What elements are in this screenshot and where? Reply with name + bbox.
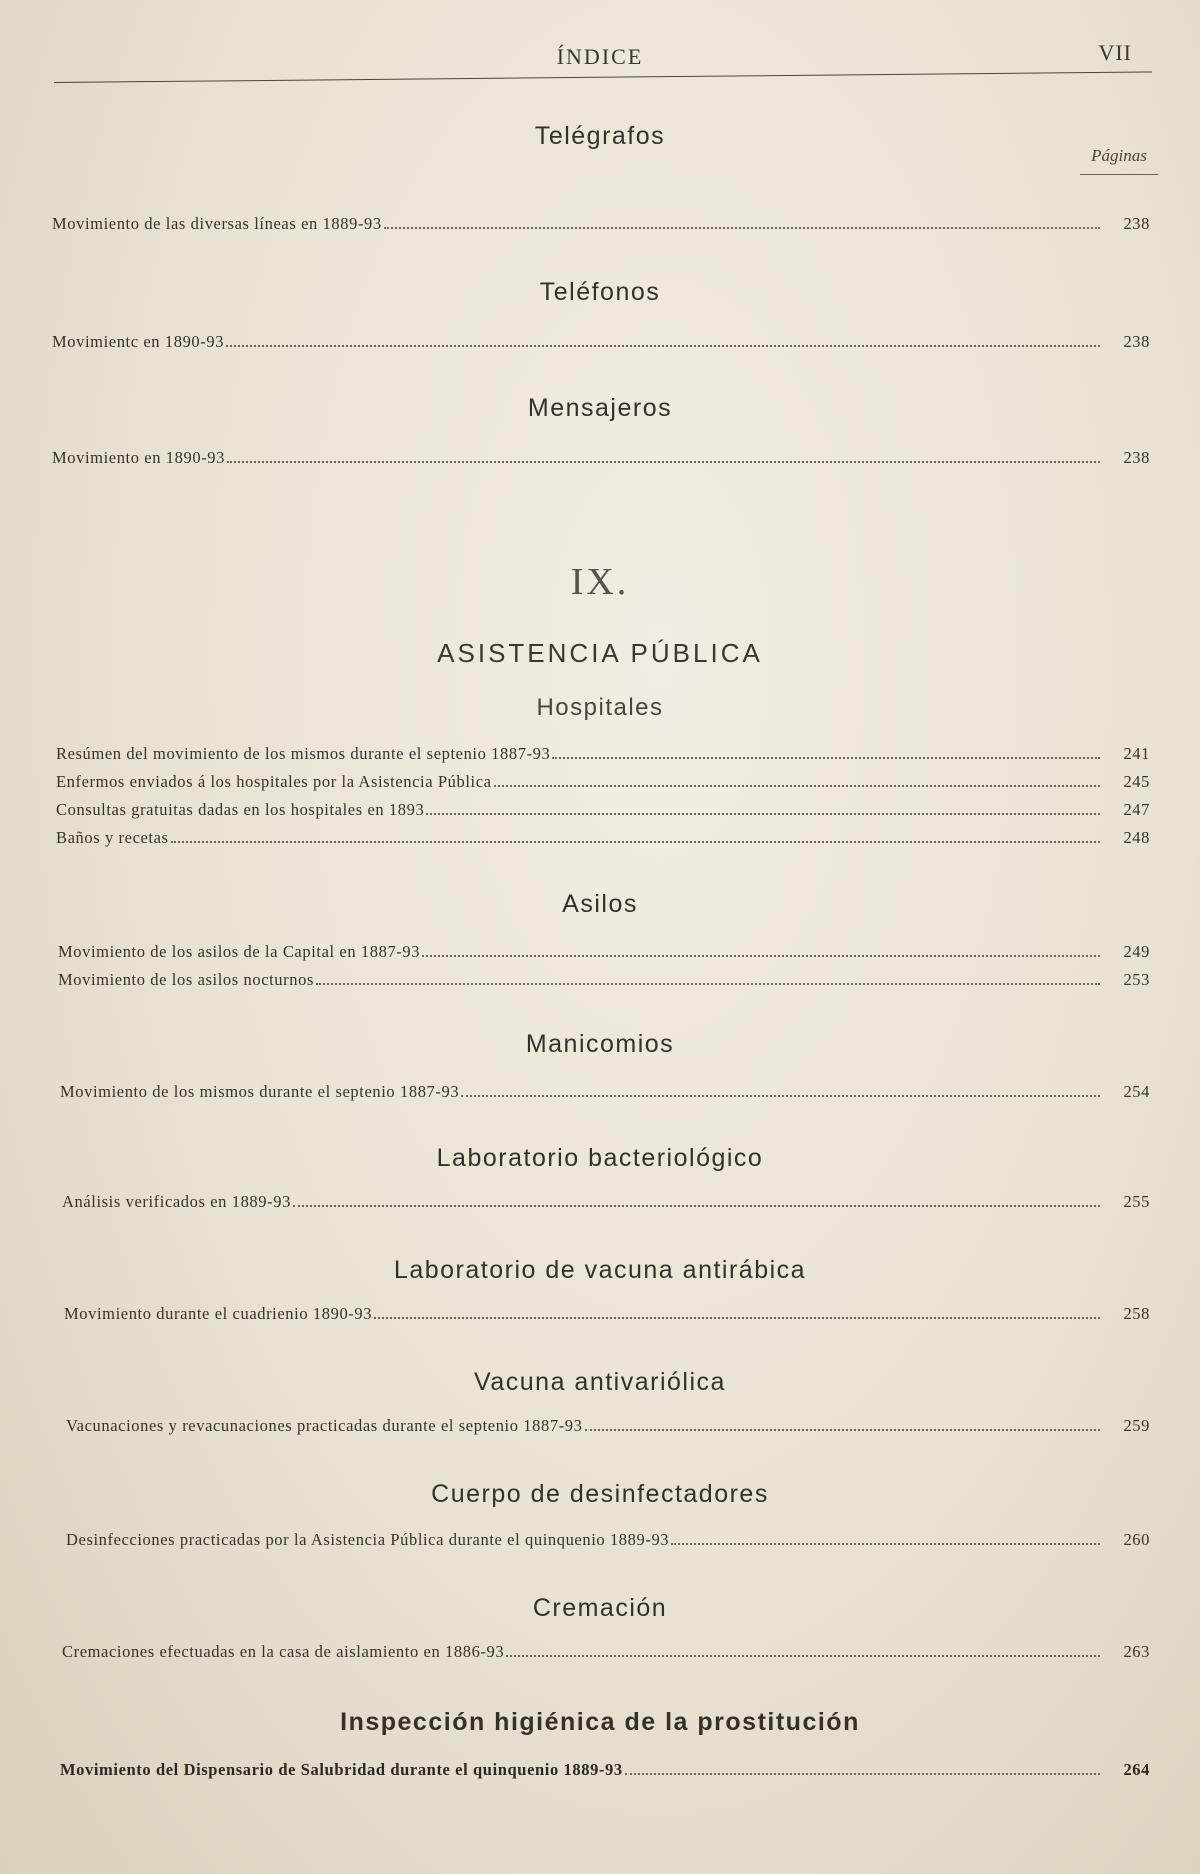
- section-title-telegrafos: Telégrafos: [534, 122, 666, 150]
- dot-leader: [384, 223, 1100, 229]
- entry-page: 259: [1123, 1416, 1150, 1435]
- entry-text: Baños y recetas: [56, 828, 169, 847]
- entry-page: 238: [1123, 214, 1150, 233]
- pages-column-label: Páginas: [1080, 146, 1158, 175]
- entry-text: Movimiento de los mismos durante el septenio 1887-93: [60, 1082, 460, 1101]
- index-entry: [56, 772, 1150, 792]
- header-rule: [54, 71, 1152, 83]
- dot-leader: [426, 809, 1100, 815]
- index-entry: [56, 744, 1150, 764]
- section-title-desinfectadores: Cuerpo de desinfectadores: [431, 1480, 769, 1508]
- entry-page: 247: [1123, 800, 1150, 819]
- index-entry: [56, 800, 1150, 820]
- entry-page: 253: [1123, 970, 1150, 989]
- dot-leader: [171, 837, 1100, 843]
- index-entry: [62, 1192, 1150, 1212]
- entry-text: Enfermos enviados á los hospitales por la Asistencia Pública: [56, 772, 492, 791]
- index-entry: [66, 1416, 1150, 1436]
- entry-text: Movimiento durante el cuadrienio 1890-93: [64, 1304, 373, 1323]
- index-entry: [60, 1760, 1150, 1780]
- entry-page: 238: [1123, 332, 1150, 351]
- index-entry: [60, 1082, 1150, 1102]
- entry-page: 260: [1123, 1530, 1150, 1549]
- dot-leader: [316, 979, 1100, 985]
- section-title-cremacion: Cremación: [532, 1594, 668, 1622]
- dot-leader: [374, 1313, 1100, 1319]
- index-entry: [64, 1304, 1150, 1324]
- dot-leader: [552, 753, 1100, 759]
- section-title-prostitucion: Inspección higiénica de la prostitución: [340, 1708, 860, 1736]
- running-head: ÍNDICE: [556, 44, 644, 69]
- entry-text: Consultas gratuitas dadas en los hospitales en 1893: [56, 800, 425, 819]
- entry-text: Movimiento de las diversas líneas en 1889-93: [52, 214, 382, 233]
- dot-leader: [422, 951, 1100, 957]
- entry-page: 248: [1123, 828, 1150, 847]
- entry-text: Movimiento de los asilos de la Capital en 1887-93: [58, 942, 421, 961]
- page-number: VII: [1098, 40, 1132, 65]
- entry-text: Cremaciones efectuadas en la casa de aislamiento en 1886-93: [62, 1642, 505, 1661]
- part-title: ASISTENCIA PÚBLICA: [437, 638, 763, 668]
- dot-leader: [494, 781, 1100, 787]
- index-entry: [62, 1642, 1150, 1662]
- entry-text: Movimientc en 1890-93: [52, 332, 225, 351]
- entry-text: Vacunaciones y revacunaciones practicadas durante el septenio 1887-93: [66, 1416, 583, 1435]
- dot-leader: [506, 1651, 1100, 1657]
- section-title-manicomios: Manicomios: [525, 1030, 675, 1058]
- dot-leader: [293, 1201, 1100, 1207]
- entry-page: 241: [1123, 744, 1150, 763]
- entry-text: Movimiento en 1890-93: [52, 448, 225, 467]
- index-entry: [58, 942, 1150, 962]
- entry-page: 245: [1123, 772, 1150, 791]
- section-title-asilos: Asilos: [562, 890, 638, 918]
- section-title-telefonos: Teléfonos: [539, 278, 661, 306]
- dot-leader: [227, 457, 1100, 463]
- entry-text: Desinfecciones practicadas por la Asistencia Pública durante el quinquenio 1889-93: [66, 1530, 670, 1549]
- entry-text: Movimiento del Dispensario de Salubridad durante el quinquenio 1889-93: [60, 1760, 623, 1779]
- index-entry: [66, 1530, 1150, 1550]
- section-title-mensajeros: Mensajeros: [527, 394, 673, 422]
- index-entry: [56, 828, 1150, 848]
- index-entry: [58, 970, 1150, 990]
- section-title-hospitales: Hospitales: [536, 694, 664, 721]
- part-number: IX.: [570, 561, 630, 603]
- dot-leader: [671, 1539, 1100, 1545]
- section-title-vacuna-antivariolica: Vacuna antivariólica: [474, 1368, 726, 1396]
- entry-page: 255: [1123, 1192, 1150, 1211]
- index-entry: [52, 448, 1150, 468]
- dot-leader: [226, 341, 1100, 347]
- entry-page: 264: [1123, 1760, 1150, 1779]
- entry-page: 254: [1123, 1082, 1150, 1101]
- entry-text: Movimiento de los asilos nocturnos: [58, 970, 314, 989]
- index-entry: [52, 332, 1150, 352]
- index-entry: [52, 214, 1150, 234]
- section-title-lab-antirrabica: Laboratorio de vacuna antirábica: [393, 1256, 807, 1284]
- entry-text: Análisis verificados en 1889-93: [62, 1192, 291, 1211]
- dot-leader: [585, 1425, 1101, 1431]
- entry-text: Resúmen del movimiento de los mismos durante el septenio 1887-93: [56, 744, 551, 763]
- dot-leader: [625, 1769, 1100, 1775]
- dot-leader: [461, 1091, 1100, 1097]
- entry-page: 238: [1123, 448, 1150, 467]
- entry-page: 258: [1123, 1304, 1150, 1323]
- section-title-lab-bacteriologico: Laboratorio bacteriológico: [436, 1144, 764, 1172]
- entry-page: 263: [1123, 1642, 1150, 1661]
- entry-page: 249: [1123, 942, 1150, 961]
